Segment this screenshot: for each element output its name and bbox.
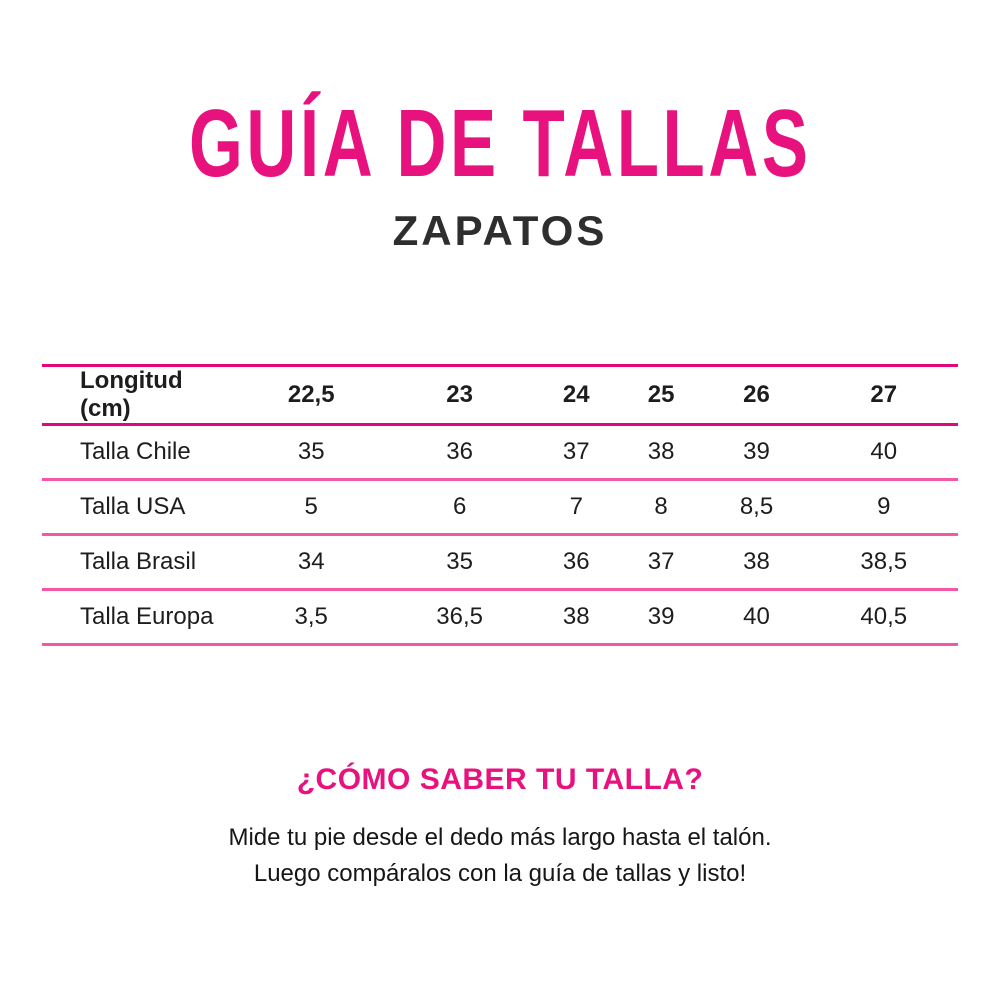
size-cell: 39 [704,425,810,480]
size-cell: 38 [704,535,810,590]
table-row-talla-europa [42,590,958,645]
howto-heading: ¿CÓMO SABER TU TALLA? [296,763,704,797]
table-header-row [42,366,958,425]
size-cell: 36 [385,425,533,480]
page-title: GUÍA DE TALLAS [188,90,812,197]
page-subtitle: ZAPATOS [392,207,608,254]
size-cell: 39 [619,590,704,645]
size-cell: 8,5 [704,480,810,535]
column-header-6: 27 [810,366,958,425]
size-table [42,364,958,646]
size-cell: 9 [810,480,958,535]
table-row-talla-brasil [42,535,958,590]
column-header-1: 22,5 [237,366,385,425]
column-header-4: 25 [619,366,704,425]
size-cell: 3,5 [237,590,385,645]
row-label: Talla Chile [42,425,237,480]
header [0,0,1000,197]
size-cell: 7 [534,480,619,535]
size-cell: 36,5 [385,590,533,645]
size-cell: 36 [534,535,619,590]
size-cell: 37 [619,535,704,590]
row-label: Talla Europa [42,590,237,645]
size-cell: 38 [619,425,704,480]
size-cell: 38,5 [810,535,958,590]
howto-line-1: Mide tu pie desde el dedo más largo hasta el talón. [228,824,772,852]
column-header-2: 23 [385,366,533,425]
size-cell: 6 [385,480,533,535]
column-header-3: 24 [534,366,619,425]
column-header-longitud: Longitud (cm) [42,366,237,425]
size-cell: 8 [619,480,704,535]
size-cell: 34 [237,535,385,590]
howto-text [0,820,1000,892]
table-row-talla-chile [42,425,958,480]
size-cell: 40 [704,590,810,645]
size-cell: 40,5 [810,590,958,645]
size-cell: 35 [385,535,533,590]
row-label: Talla Brasil [42,535,237,590]
size-cell: 5 [237,480,385,535]
size-cell: 38 [534,590,619,645]
row-label: Talla USA [42,480,237,535]
table-row-talla-usa [42,480,958,535]
size-cell: 37 [534,425,619,480]
column-header-5: 26 [704,366,810,425]
howto-line-2: Luego compáralos con la guía de tallas y listo! [253,860,747,888]
size-cell: 35 [237,425,385,480]
size-cell: 40 [810,425,958,480]
